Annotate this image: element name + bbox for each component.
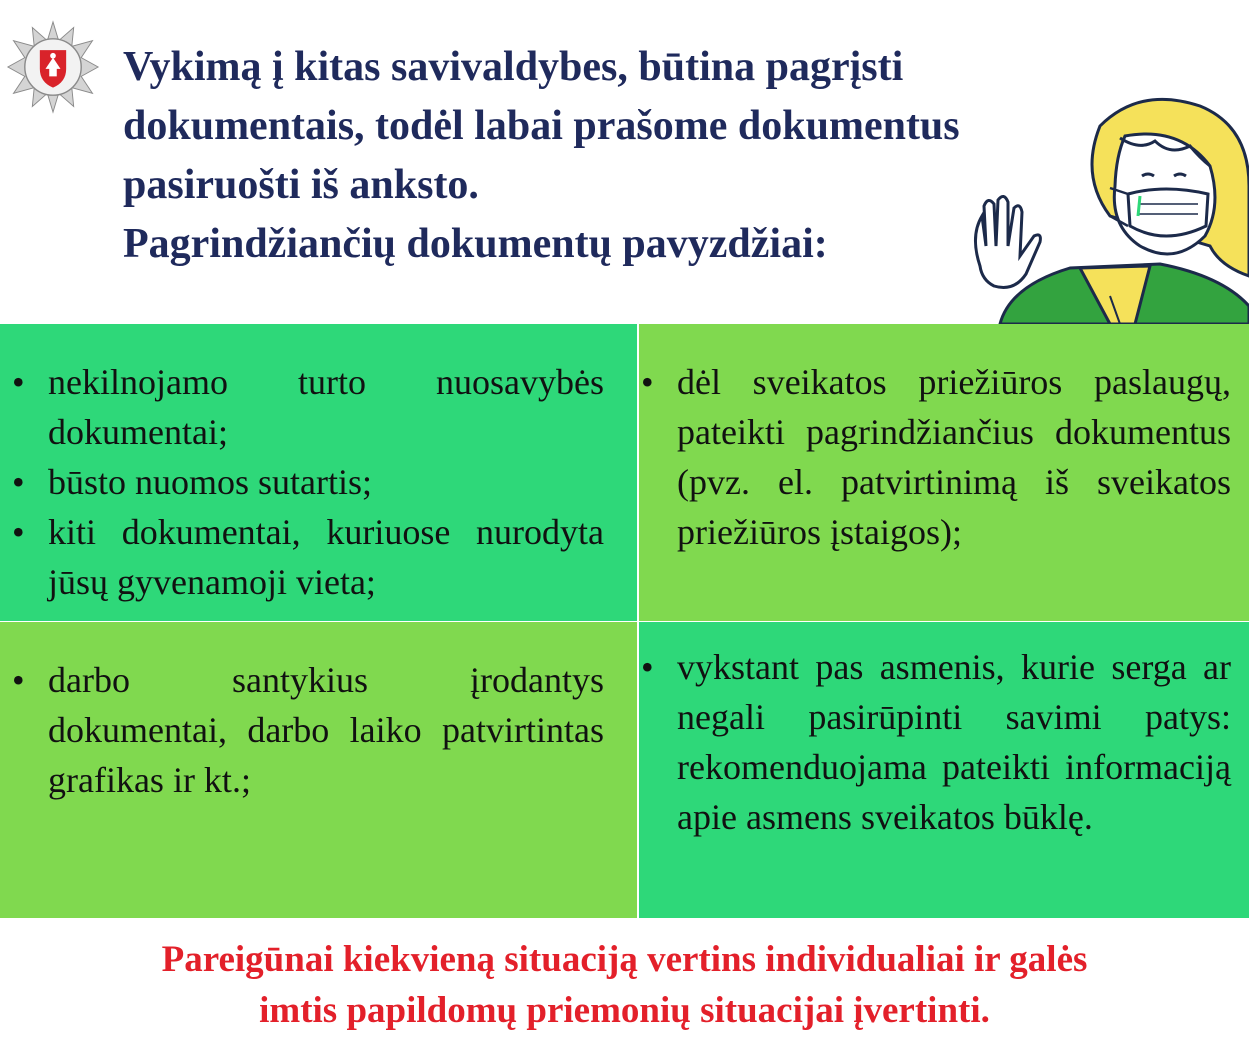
- masked-person-waving-icon: [960, 96, 1249, 324]
- list-item-text: kiti dokumentai, kuriuose nurodyta jūsų gyvenamoji vieta;: [48, 512, 604, 602]
- police-star-badge-icon: [6, 20, 100, 114]
- page-title: [123, 38, 1103, 274]
- list-item-text: būsto nuomos sutartis;: [48, 462, 373, 502]
- bullet: •: [641, 647, 654, 687]
- bullet: •: [12, 660, 25, 700]
- header: [0, 0, 1249, 324]
- list-item: [12, 655, 604, 805]
- bullet: •: [12, 512, 25, 552]
- title-line-2: dokumentais, todėl labai prašome dokumentus: [123, 103, 960, 149]
- list-item: [12, 357, 604, 457]
- footer-line-1: Pareigūnai kiekvieną situaciją vertins individualiai ir galės: [161, 939, 1088, 980]
- cell-visiting-sick-persons: [639, 622, 1249, 918]
- document-list: [641, 357, 1231, 557]
- document-list: [12, 655, 604, 805]
- bullet: •: [12, 462, 25, 502]
- cell-property-documents: [0, 324, 637, 621]
- documents-grid: [0, 324, 1249, 918]
- document-list: [12, 357, 604, 607]
- bullet: •: [641, 362, 654, 402]
- title-line-3: pasiruošti iš anksto.: [123, 162, 479, 208]
- cell-health-services: [639, 324, 1249, 621]
- list-item-text: dėl sveikatos priežiūros paslaugų, pateikti pagrindžiančius dokumentus (pvz. el. patvirtinimą iš sveikatos priežiūros įstaigos);: [677, 362, 1231, 552]
- footer-line-2: imtis papildomų priemonių situacijai įvertinti.: [259, 990, 990, 1031]
- document-list: [641, 642, 1231, 842]
- list-item-text: nekilnojamo turto nuosavybės dokumentai;: [48, 362, 604, 452]
- list-item: [12, 457, 604, 507]
- list-item: [641, 357, 1231, 557]
- footer-notice: [0, 934, 1249, 1036]
- bullet: •: [12, 362, 25, 402]
- list-item: [641, 642, 1231, 842]
- list-item-text: darbo santykius įrodantys dokumentai, darbo laiko patvirtintas grafikas ir kt.;: [48, 660, 604, 800]
- list-item: [12, 507, 604, 607]
- title-line-1: Vykimą į kitas savivaldybes, būtina pagrįsti: [123, 44, 904, 90]
- title-line-4: Pagrindžiančių dokumentų pavyzdžiai:: [123, 221, 828, 267]
- list-item-text: vykstant pas asmenis, kurie serga ar negali pasirūpinti savimi patys: rekomenduojama pateikti informaciją apie asmens sveikatos būklę.: [677, 647, 1231, 837]
- cell-work-documents: [0, 622, 637, 918]
